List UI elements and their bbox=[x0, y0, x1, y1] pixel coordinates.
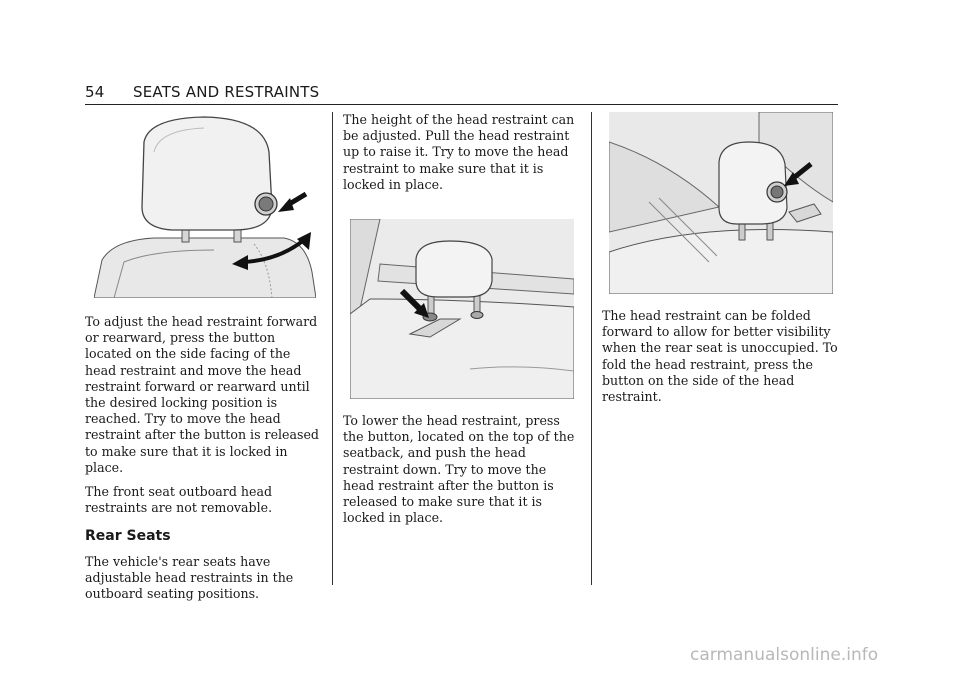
paragraph-height-adjust: The height of the head restraint can be adjusted. Pull the head restraint up to raise it. Try to move the head restraint to make sure that it is locked in place. bbox=[343, 112, 575, 192]
paragraph-lower-restraint: To lower the head restraint, press the button, located on the top of the seatback, and push the head restraint down. Try to move the head restraint after the button is released to make sure that it is locked in place. bbox=[343, 413, 575, 526]
section-title: SEATS AND RESTRAINTS bbox=[133, 83, 320, 101]
page-number: 54 bbox=[85, 83, 105, 101]
column-2 bbox=[343, 112, 581, 534]
front-head-restraint-illustration bbox=[94, 112, 316, 298]
paragraph-adjust-forward-rearward: To adjust the head restraint forward or rearward, press the button located on the side facing of the head restraint and move the head restraint forward or rearward until the desired locking position is reached. Try to move the head restraint after the button is released to make sure that it is locked in place. bbox=[85, 314, 319, 475]
column-1 bbox=[85, 112, 325, 610]
column-divider-1 bbox=[332, 112, 333, 585]
paragraph-not-removable: The front seat outboard head restraints are not removable. bbox=[85, 484, 273, 516]
heading-rear-seats: Rear Seats bbox=[85, 528, 171, 545]
paragraph-fold-forward: The head restraint can be folded forward to allow for better visibility when the rear seat is unoccupied. To fold the head restraint, press the button on the side of the head restraint. bbox=[602, 308, 838, 405]
rear-head-restraint-fold-illustration bbox=[609, 112, 833, 294]
column-3 bbox=[602, 112, 838, 413]
rear-head-restraint-lower-illustration bbox=[350, 219, 574, 399]
paragraph-rear-seats: The vehicle's rear seats have adjustable head restraints in the outboard seating positions. bbox=[85, 553, 294, 602]
watermark: carmanualsonline.info bbox=[690, 645, 879, 665]
page-header bbox=[85, 83, 838, 105]
column-divider-2 bbox=[591, 112, 592, 585]
